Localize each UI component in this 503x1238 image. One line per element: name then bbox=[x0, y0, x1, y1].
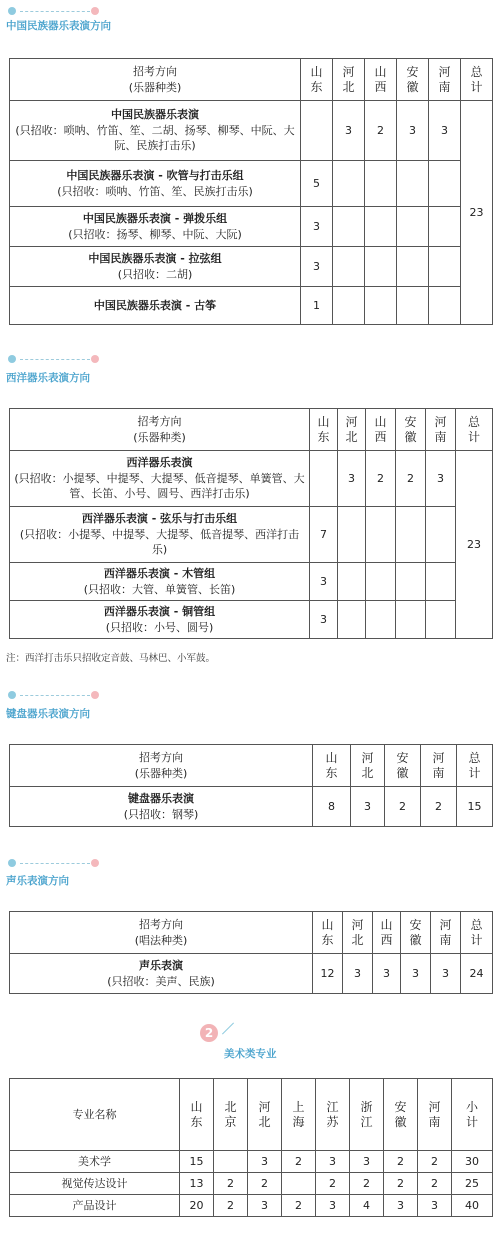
cell bbox=[365, 161, 397, 207]
cell: 2 bbox=[421, 787, 457, 827]
cell bbox=[397, 207, 429, 247]
cell bbox=[333, 161, 365, 207]
cell bbox=[301, 101, 333, 161]
table-header-row bbox=[10, 912, 493, 954]
cell bbox=[282, 1173, 316, 1195]
col-header: 安徽 bbox=[396, 409, 426, 451]
cell: 3 bbox=[310, 563, 338, 601]
cell bbox=[333, 207, 365, 247]
cell: 24 bbox=[461, 954, 493, 994]
col-header: 河南 bbox=[418, 1079, 452, 1151]
cell: 25 bbox=[452, 1173, 493, 1195]
cell: 3 bbox=[301, 247, 333, 287]
col-header: 山东 bbox=[301, 59, 333, 101]
cell bbox=[396, 507, 426, 563]
cell: 3 bbox=[343, 954, 373, 994]
cell: 3 bbox=[301, 207, 333, 247]
header-cell: 招考方向 (乐器种类) bbox=[10, 745, 313, 787]
row-name: 视觉传达设计 bbox=[10, 1173, 180, 1195]
section-title-xiyang: 西洋器乐表演方向 bbox=[6, 372, 90, 384]
col-header: 河北 bbox=[351, 745, 385, 787]
cell: 3 bbox=[384, 1195, 418, 1217]
header-cell: 专业名称 bbox=[10, 1079, 180, 1151]
cell: 2 bbox=[385, 787, 421, 827]
table-xiyang bbox=[9, 408, 493, 639]
col-header: 山东 bbox=[313, 912, 343, 954]
cell bbox=[429, 247, 461, 287]
cell: 40 bbox=[452, 1195, 493, 1217]
row-name: 声乐表演 (只招收：美声、民族) bbox=[10, 954, 313, 994]
table-header-row bbox=[10, 59, 493, 101]
cell: 3 bbox=[418, 1195, 452, 1217]
col-header: 总计 bbox=[461, 912, 493, 954]
table-row bbox=[10, 1173, 493, 1195]
cell: 15 bbox=[180, 1151, 214, 1173]
col-header: 山东 bbox=[313, 745, 351, 787]
table-row bbox=[10, 287, 493, 325]
cell bbox=[366, 563, 396, 601]
row-name: 中国民族器乐表演 - 吹管与打击乐组 (只招收：唢呐、竹笛、笙、民族打击乐) bbox=[10, 161, 301, 207]
cell: 4 bbox=[350, 1195, 384, 1217]
cell bbox=[366, 601, 396, 639]
section-title-minzu: 中国民族器乐表演方向 bbox=[6, 20, 111, 32]
cell: 2 bbox=[418, 1151, 452, 1173]
badge-slash-decoration bbox=[222, 1022, 234, 1034]
cell: 3 bbox=[429, 101, 461, 161]
section-title-shengyue: 声乐表演方向 bbox=[6, 875, 69, 887]
table-shengyue bbox=[9, 911, 493, 994]
cell bbox=[214, 1151, 248, 1173]
col-header: 河北 bbox=[333, 59, 365, 101]
cell: 2 bbox=[366, 451, 396, 507]
cell: 2 bbox=[214, 1173, 248, 1195]
cell: 2 bbox=[214, 1195, 248, 1217]
cell: 2 bbox=[384, 1173, 418, 1195]
col-header: 山东 bbox=[310, 409, 338, 451]
cell: 2 bbox=[384, 1151, 418, 1173]
cell: 8 bbox=[313, 787, 351, 827]
row-name: 中国民族器乐表演 - 古筝 bbox=[10, 287, 301, 325]
table-header-row bbox=[10, 1079, 493, 1151]
cell: 2 bbox=[248, 1173, 282, 1195]
cell: 7 bbox=[310, 507, 338, 563]
cell: 3 bbox=[338, 451, 366, 507]
total-cell: 23 bbox=[456, 451, 493, 639]
cell: 3 bbox=[310, 601, 338, 639]
total-cell: 23 bbox=[461, 101, 493, 325]
cell bbox=[338, 601, 366, 639]
table-header-row bbox=[10, 745, 493, 787]
section-decoration bbox=[8, 352, 98, 362]
col-header: 山东 bbox=[180, 1079, 214, 1151]
footnote: 注：西洋打击乐只招收定音鼓、马林巴、小军鼓。 bbox=[6, 653, 216, 664]
header-cell: 招考方向 (乐器种类) bbox=[10, 59, 301, 101]
cell: 2 bbox=[282, 1151, 316, 1173]
row-name: 中国民族器乐表演 - 弹拨乐组 (只招收：扬琴、柳琴、中阮、大阮) bbox=[10, 207, 301, 247]
cell bbox=[365, 287, 397, 325]
row-name: 西洋器乐表演 - 弦乐与打击乐组 (只招收：小提琴、中提琴、大提琴、低音提琴、西洋打击乐) bbox=[10, 507, 310, 563]
col-header: 江苏 bbox=[316, 1079, 350, 1151]
row-name: 键盘器乐表演 (只招收：钢琴) bbox=[10, 787, 313, 827]
header-cell: 招考方向 (唱法种类) bbox=[10, 912, 313, 954]
table-row bbox=[10, 161, 493, 207]
cell: 3 bbox=[248, 1151, 282, 1173]
cell: 2 bbox=[365, 101, 397, 161]
cell bbox=[333, 287, 365, 325]
section-title-art: 美术类专业 bbox=[224, 1048, 277, 1060]
col-header: 河北 bbox=[343, 912, 373, 954]
cell: 5 bbox=[301, 161, 333, 207]
cell: 3 bbox=[316, 1195, 350, 1217]
cell: 3 bbox=[401, 954, 431, 994]
cell bbox=[365, 247, 397, 287]
table-row bbox=[10, 207, 493, 247]
cell bbox=[366, 507, 396, 563]
section-decoration bbox=[8, 856, 98, 866]
table-row bbox=[10, 563, 493, 601]
col-header: 河南 bbox=[431, 912, 461, 954]
col-header: 总计 bbox=[461, 59, 493, 101]
col-header: 总计 bbox=[457, 745, 493, 787]
cell bbox=[397, 247, 429, 287]
cell bbox=[396, 601, 426, 639]
table-row bbox=[10, 1151, 493, 1173]
cell: 15 bbox=[457, 787, 493, 827]
cell bbox=[426, 601, 456, 639]
col-header: 安徽 bbox=[384, 1079, 418, 1151]
cell bbox=[397, 161, 429, 207]
col-header: 安徽 bbox=[385, 745, 421, 787]
cell: 3 bbox=[351, 787, 385, 827]
cell: 3 bbox=[350, 1151, 384, 1173]
section-decoration bbox=[8, 688, 98, 698]
table-header-row bbox=[10, 409, 493, 451]
cell bbox=[365, 207, 397, 247]
col-header: 河北 bbox=[248, 1079, 282, 1151]
col-header: 北京 bbox=[214, 1079, 248, 1151]
cell: 3 bbox=[397, 101, 429, 161]
header-cell: 招考方向 (乐器种类) bbox=[10, 409, 310, 451]
col-header: 安徽 bbox=[401, 912, 431, 954]
cell: 3 bbox=[431, 954, 461, 994]
cell: 3 bbox=[426, 451, 456, 507]
cell bbox=[426, 563, 456, 601]
cell bbox=[426, 507, 456, 563]
col-header: 河南 bbox=[429, 59, 461, 101]
col-header: 山西 bbox=[373, 912, 401, 954]
table-jianpan bbox=[9, 744, 493, 827]
row-name: 西洋器乐表演 (只招收：小提琴、中提琴、大提琴、低音提琴、单簧管、大管、长笛、小号、圆号、西洋打击乐) bbox=[10, 451, 310, 507]
col-header: 小计 bbox=[452, 1079, 493, 1151]
col-header: 河北 bbox=[338, 409, 366, 451]
section-decoration bbox=[8, 4, 98, 14]
cell: 2 bbox=[350, 1173, 384, 1195]
cell bbox=[338, 507, 366, 563]
cell: 13 bbox=[180, 1173, 214, 1195]
row-name: 美术学 bbox=[10, 1151, 180, 1173]
table-row bbox=[10, 247, 493, 287]
col-header: 山西 bbox=[365, 59, 397, 101]
section-number-badge: 2 bbox=[200, 1024, 218, 1042]
cell: 3 bbox=[248, 1195, 282, 1217]
row-name: 产品设计 bbox=[10, 1195, 180, 1217]
cell bbox=[397, 287, 429, 325]
row-name: 中国民族器乐表演 - 拉弦组 (只招收：二胡) bbox=[10, 247, 301, 287]
table-art bbox=[9, 1078, 493, 1217]
table-row bbox=[10, 787, 493, 827]
cell: 2 bbox=[316, 1173, 350, 1195]
cell: 1 bbox=[301, 287, 333, 325]
cell: 3 bbox=[373, 954, 401, 994]
cell: 30 bbox=[452, 1151, 493, 1173]
cell bbox=[333, 247, 365, 287]
cell: 2 bbox=[418, 1173, 452, 1195]
table-row bbox=[10, 601, 493, 639]
table-minzu bbox=[9, 58, 493, 325]
row-name: 西洋器乐表演 - 木管组 (只招收：大管、单簧管、长笛) bbox=[10, 563, 310, 601]
table-row bbox=[10, 507, 493, 563]
table-row bbox=[10, 954, 493, 994]
col-header: 山西 bbox=[366, 409, 396, 451]
cell: 12 bbox=[313, 954, 343, 994]
cell: 2 bbox=[396, 451, 426, 507]
cell bbox=[429, 207, 461, 247]
cell bbox=[429, 161, 461, 207]
cell: 20 bbox=[180, 1195, 214, 1217]
col-header: 河南 bbox=[421, 745, 457, 787]
cell: 3 bbox=[316, 1151, 350, 1173]
table-row bbox=[10, 1195, 493, 1217]
cell: 2 bbox=[282, 1195, 316, 1217]
cell bbox=[338, 563, 366, 601]
table-row bbox=[10, 451, 493, 507]
row-name: 中国民族器乐表演 (只招收：唢呐、竹笛、笙、二胡、扬琴、柳琴、中阮、大阮、民族打击乐) bbox=[10, 101, 301, 161]
cell bbox=[396, 563, 426, 601]
section-title-jianpan: 键盘器乐表演方向 bbox=[6, 708, 90, 720]
col-header: 安徽 bbox=[397, 59, 429, 101]
col-header: 上海 bbox=[282, 1079, 316, 1151]
col-header: 总计 bbox=[456, 409, 493, 451]
col-header: 浙江 bbox=[350, 1079, 384, 1151]
table-row bbox=[10, 101, 493, 161]
cell bbox=[429, 287, 461, 325]
cell: 3 bbox=[333, 101, 365, 161]
col-header: 河南 bbox=[426, 409, 456, 451]
row-name: 西洋器乐表演 - 铜管组 (只招收：小号、圆号) bbox=[10, 601, 310, 639]
cell bbox=[310, 451, 338, 507]
